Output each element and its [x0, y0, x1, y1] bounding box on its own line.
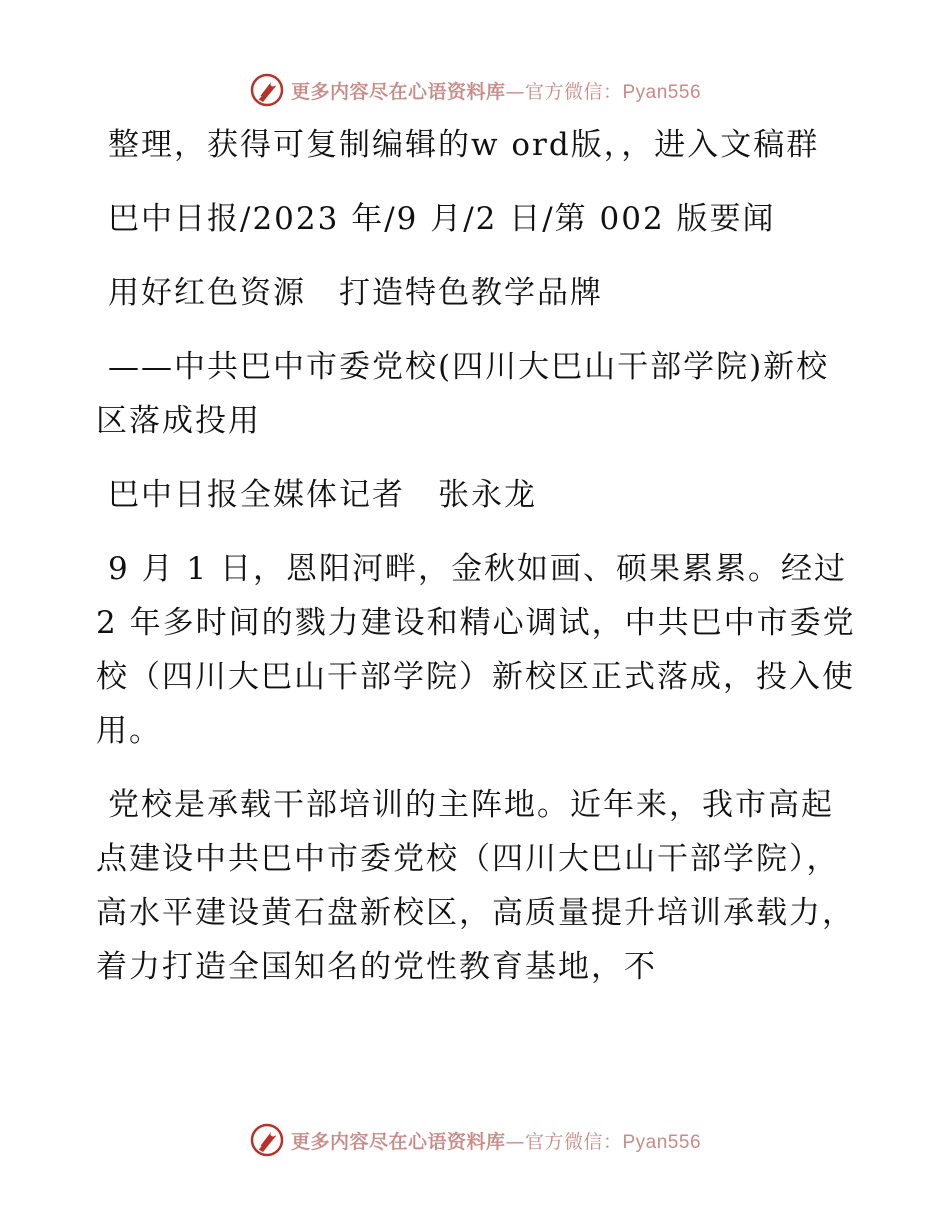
document-body — [96, 118, 856, 1014]
footer-watermark — [0, 1118, 950, 1162]
source-line: 巴中日报/2023 年/9 月/2 日/第 002 版要闻 — [108, 201, 776, 237]
article-title: 用好红色资源 打造特色教学品牌 — [108, 275, 603, 311]
watermark-brand: 更多内容尽在心语资料库 — [290, 1130, 506, 1153]
watermark-wechat-id: Pyan556 — [622, 81, 702, 103]
pen-nib-logo-icon — [249, 72, 285, 108]
watermark-wechat-id: Pyan556 — [622, 1131, 702, 1153]
body-paragraph: 9 月 1 日，恩阳河畔，金秋如画、硕果累累。经过 2 年多时间的戮力建设和精心调试，中共巴中市委党校（四川大巴山干部学院）新校区正式落成，投入使用。 — [96, 551, 856, 749]
watermark-brand: 更多内容尽在心语资料库 — [290, 80, 506, 103]
article-subtitle: ——中共巴中市委党校(四川大巴山干部学院)新校区落成投用 — [96, 349, 830, 439]
header-watermark — [0, 68, 950, 112]
intro-line: 整理，获得可复制编辑的w ord版，，进入文稿群 — [108, 127, 820, 163]
body-paragraph: 党校是承载干部培训的主阵地。近年来，我市高起点建设中共巴中市委党校（四川大巴山干部学院），高水平建设黄石盘新校区，高质量提升培训承载力，着力打造全国知名的党性教育基地，不 — [96, 787, 855, 985]
watermark-wechat-label: 官方微信： — [524, 80, 623, 103]
watermark-separator: — — [505, 1130, 525, 1153]
byline: 巴中日报全媒体记者 张永龙 — [108, 477, 537, 513]
watermark-text — [291, 77, 701, 104]
pen-nib-logo-icon — [249, 1122, 285, 1158]
watermark-text — [291, 1127, 701, 1154]
watermark-separator: — — [505, 80, 525, 103]
watermark-wechat-label: 官方微信： — [524, 1130, 623, 1153]
